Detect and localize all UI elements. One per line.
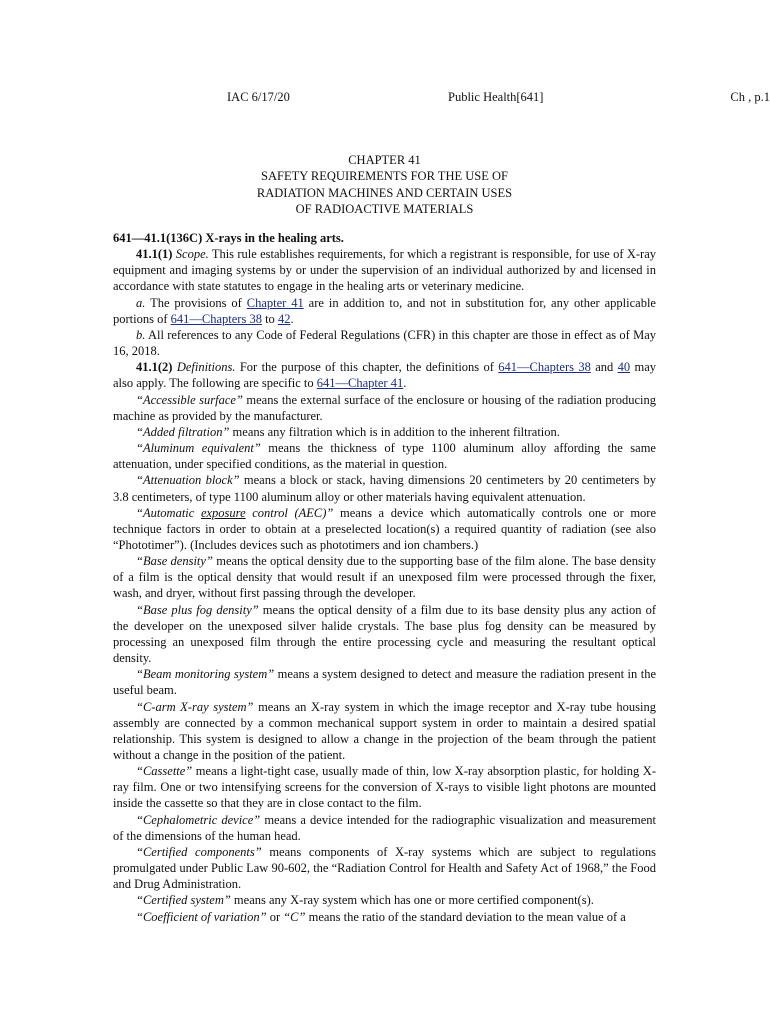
- definition-text: means components of X-ray systems which are subject to regulations promulgated under Public Law 90-602, the “Radiation Control for Health and Safety Act of 1968,” the Food and Drug Administration.: [113, 844, 657, 892]
- definition-term: “Accessible surface”: [136, 392, 243, 407]
- link-chapters-38-b[interactable]: 641—Chapters 38: [498, 360, 591, 375]
- paragraph-scope: [113, 246, 656, 294]
- link-chapters-38[interactable]: 641—Chapters 38: [170, 311, 262, 326]
- definition-cassette: [113, 763, 656, 811]
- definition-certified-components: [113, 844, 656, 892]
- definition-term: [136, 506, 333, 520]
- paragraph-text: This rule establishes requirements, for which a registrant is responsible, for use of X-ray equipment and imaging systems by or under the supervision of an individual authorized by and licensed in accordance with state statutes to engage in the healing arts or veterinary medicine.: [113, 247, 657, 294]
- definition-term: “Base plus fog density”: [136, 602, 259, 617]
- definition-text: means any filtration which is in addition to the inherent filtration.: [229, 424, 560, 439]
- paragraph-text: For the purpose of this chapter, the definitions of: [235, 360, 499, 375]
- definition-term: “Cassette”: [136, 764, 193, 779]
- definition-aec: [113, 505, 656, 553]
- rule-heading-text: 641—41.1(136C) X-rays in the healing arts.: [113, 231, 344, 245]
- definition-text: means a system designed to detect and measure the radiation present in the useful beam.: [113, 667, 657, 698]
- definition-text: means a block or stack, having dimensions 20 centimeters by 20 centimeters by 3.8 centimeters, of type 1100 aluminum alloy or other materials having equivalent attenuation.: [113, 473, 656, 504]
- paragraph-a: [113, 295, 656, 327]
- definition-attenuation-block: [113, 472, 656, 504]
- definition-term: “Added filtration”: [136, 424, 230, 439]
- subrule-title: Scope.: [175, 247, 209, 262]
- definition-text: means the external surface of the enclosure or housing of the radiation producing machine as provided by the manufacturer.: [113, 392, 656, 423]
- subrule-title: Definitions.: [176, 360, 236, 375]
- definition-term: “Aluminum equivalent”: [136, 441, 261, 456]
- subrule-number: 41.1(2): [136, 360, 173, 375]
- definition-coefficient-variation: [113, 909, 656, 925]
- paragraph-label: b.: [136, 327, 146, 342]
- paragraph-text: .: [403, 376, 407, 391]
- definition-term: “Beam monitoring system”: [136, 667, 275, 682]
- definition-c-arm: [113, 699, 656, 764]
- chapter-title-line: OF RADIOACTIVE MATERIALS: [295, 201, 474, 216]
- definition-text: means a light-tight case, usually made of thin, low X-ray absorption plastic, for holding X-ray film. One or two intensifying screens for the conversion of X-rays to visible light photons are mounted inside the cassette so that they are in close contact to the film.: [113, 764, 656, 811]
- chapter-title-line: CHAPTER 41: [348, 153, 421, 167]
- definition-term: “Attenuation block”: [136, 473, 240, 488]
- paragraph-text: and: [590, 360, 618, 375]
- definition-text: means the ratio of the standard deviation to the mean value of a: [305, 909, 626, 924]
- definition-term: “C”: [283, 909, 306, 924]
- paragraph-text: The provisions of: [145, 295, 247, 310]
- definition-text: means the optical density of a film due to its base density plus any action of the developer on the unexposed silver halide crystals. The base plus fog density can be measured by processing an unexposed film through the entire processing cycle and measuring the resultant optical density.: [113, 602, 656, 666]
- paragraph-text: to: [261, 311, 278, 326]
- link-chapter-40[interactable]: 40: [617, 360, 631, 375]
- definition-term: “Cephalometric device”: [136, 812, 261, 827]
- header-agency: Public Health[641]: [448, 90, 544, 104]
- chapter-title-line: RADIATION MACHINES AND CERTAIN USES: [256, 185, 513, 200]
- link-chapter-41[interactable]: Chapter 41: [246, 295, 304, 310]
- definition-term-underlined: exposure: [200, 505, 246, 520]
- definition-term: “Certified system”: [136, 893, 231, 908]
- definition-text: means a device which automatically controls one or more technique factors in order to obtain at a preselected location(s) a required quantity of radiation (see also “Phototimer”). (Includes devices such as phototimers and ion chambers.): [113, 505, 657, 552]
- paragraph-text: All references to any Code of Federal Regulations (CFR) in this chapter are those in effect as of May 16, 2018.: [113, 327, 656, 359]
- definition-term: “Certified components”: [136, 844, 262, 859]
- definition-term-part: control (AEC)”: [245, 505, 334, 520]
- paragraph-label: a.: [136, 295, 146, 310]
- chapter-title: [113, 152, 656, 217]
- paragraph-b: [113, 327, 656, 359]
- definition-base-plus-fog: [113, 602, 656, 667]
- paragraph-text: .: [290, 311, 294, 326]
- definition-base-density: [113, 553, 656, 601]
- subrule-number: 41.1(1): [136, 247, 173, 262]
- link-chapter-41-b[interactable]: 641—Chapter 41: [316, 376, 404, 391]
- definition-text: means a device intended for the radiographic visualization and measurement of the dimensions of the human head.: [113, 812, 656, 843]
- definition-cephalometric: [113, 812, 656, 844]
- definition-added-filtration: [113, 424, 656, 440]
- chapter-title-line: SAFETY REQUIREMENTS FOR THE USE OF: [261, 169, 508, 184]
- paragraph-definitions: [113, 359, 656, 391]
- definition-text: or: [266, 909, 284, 924]
- header-date: IAC 6/17/20: [227, 90, 290, 104]
- definition-beam-monitoring: [113, 666, 656, 698]
- link-chapter-42[interactable]: 42: [277, 311, 291, 326]
- definition-text: means the thickness of type 1100 aluminum alloy affording the same attenuation, under specified conditions, as the material in question.: [113, 441, 656, 472]
- rule-heading: [113, 230, 656, 246]
- definition-text: means an X-ray system in which the image receptor and X-ray tube housing assembly are connected by a common mechanical support system in order to maintain a desired spatial relationship. This system is designed to allow a change in the projection of the beam through the patient without a change in the position of the patient.: [113, 699, 656, 762]
- paragraph-text: may also apply. The following are specific to: [113, 360, 656, 391]
- definition-term-part: “Automatic: [136, 505, 201, 520]
- definition-certified-system: [113, 892, 656, 908]
- header-page: Ch , p.1: [730, 90, 770, 104]
- definition-aluminum-equivalent: [113, 440, 656, 472]
- paragraph-text: are in addition to, and not in substitution for, any other applicable portions of: [113, 295, 656, 326]
- document-body: [113, 230, 656, 925]
- definition-term: “Coefficient of variation”: [136, 909, 267, 924]
- definition-term: “C-arm X-ray system”: [136, 699, 254, 714]
- definition-accessible-surface: [113, 392, 656, 424]
- definition-term: “Base density”: [136, 554, 213, 569]
- definition-text: means any X-ray system which has one or more certified component(s).: [230, 893, 594, 908]
- definition-text: means the optical density due to the supporting base of the film alone. The base density of a film is the optical density that would result if an unexposed film were processed through the fixer, wash, and dryer, without first passing through the developer.: [113, 554, 657, 601]
